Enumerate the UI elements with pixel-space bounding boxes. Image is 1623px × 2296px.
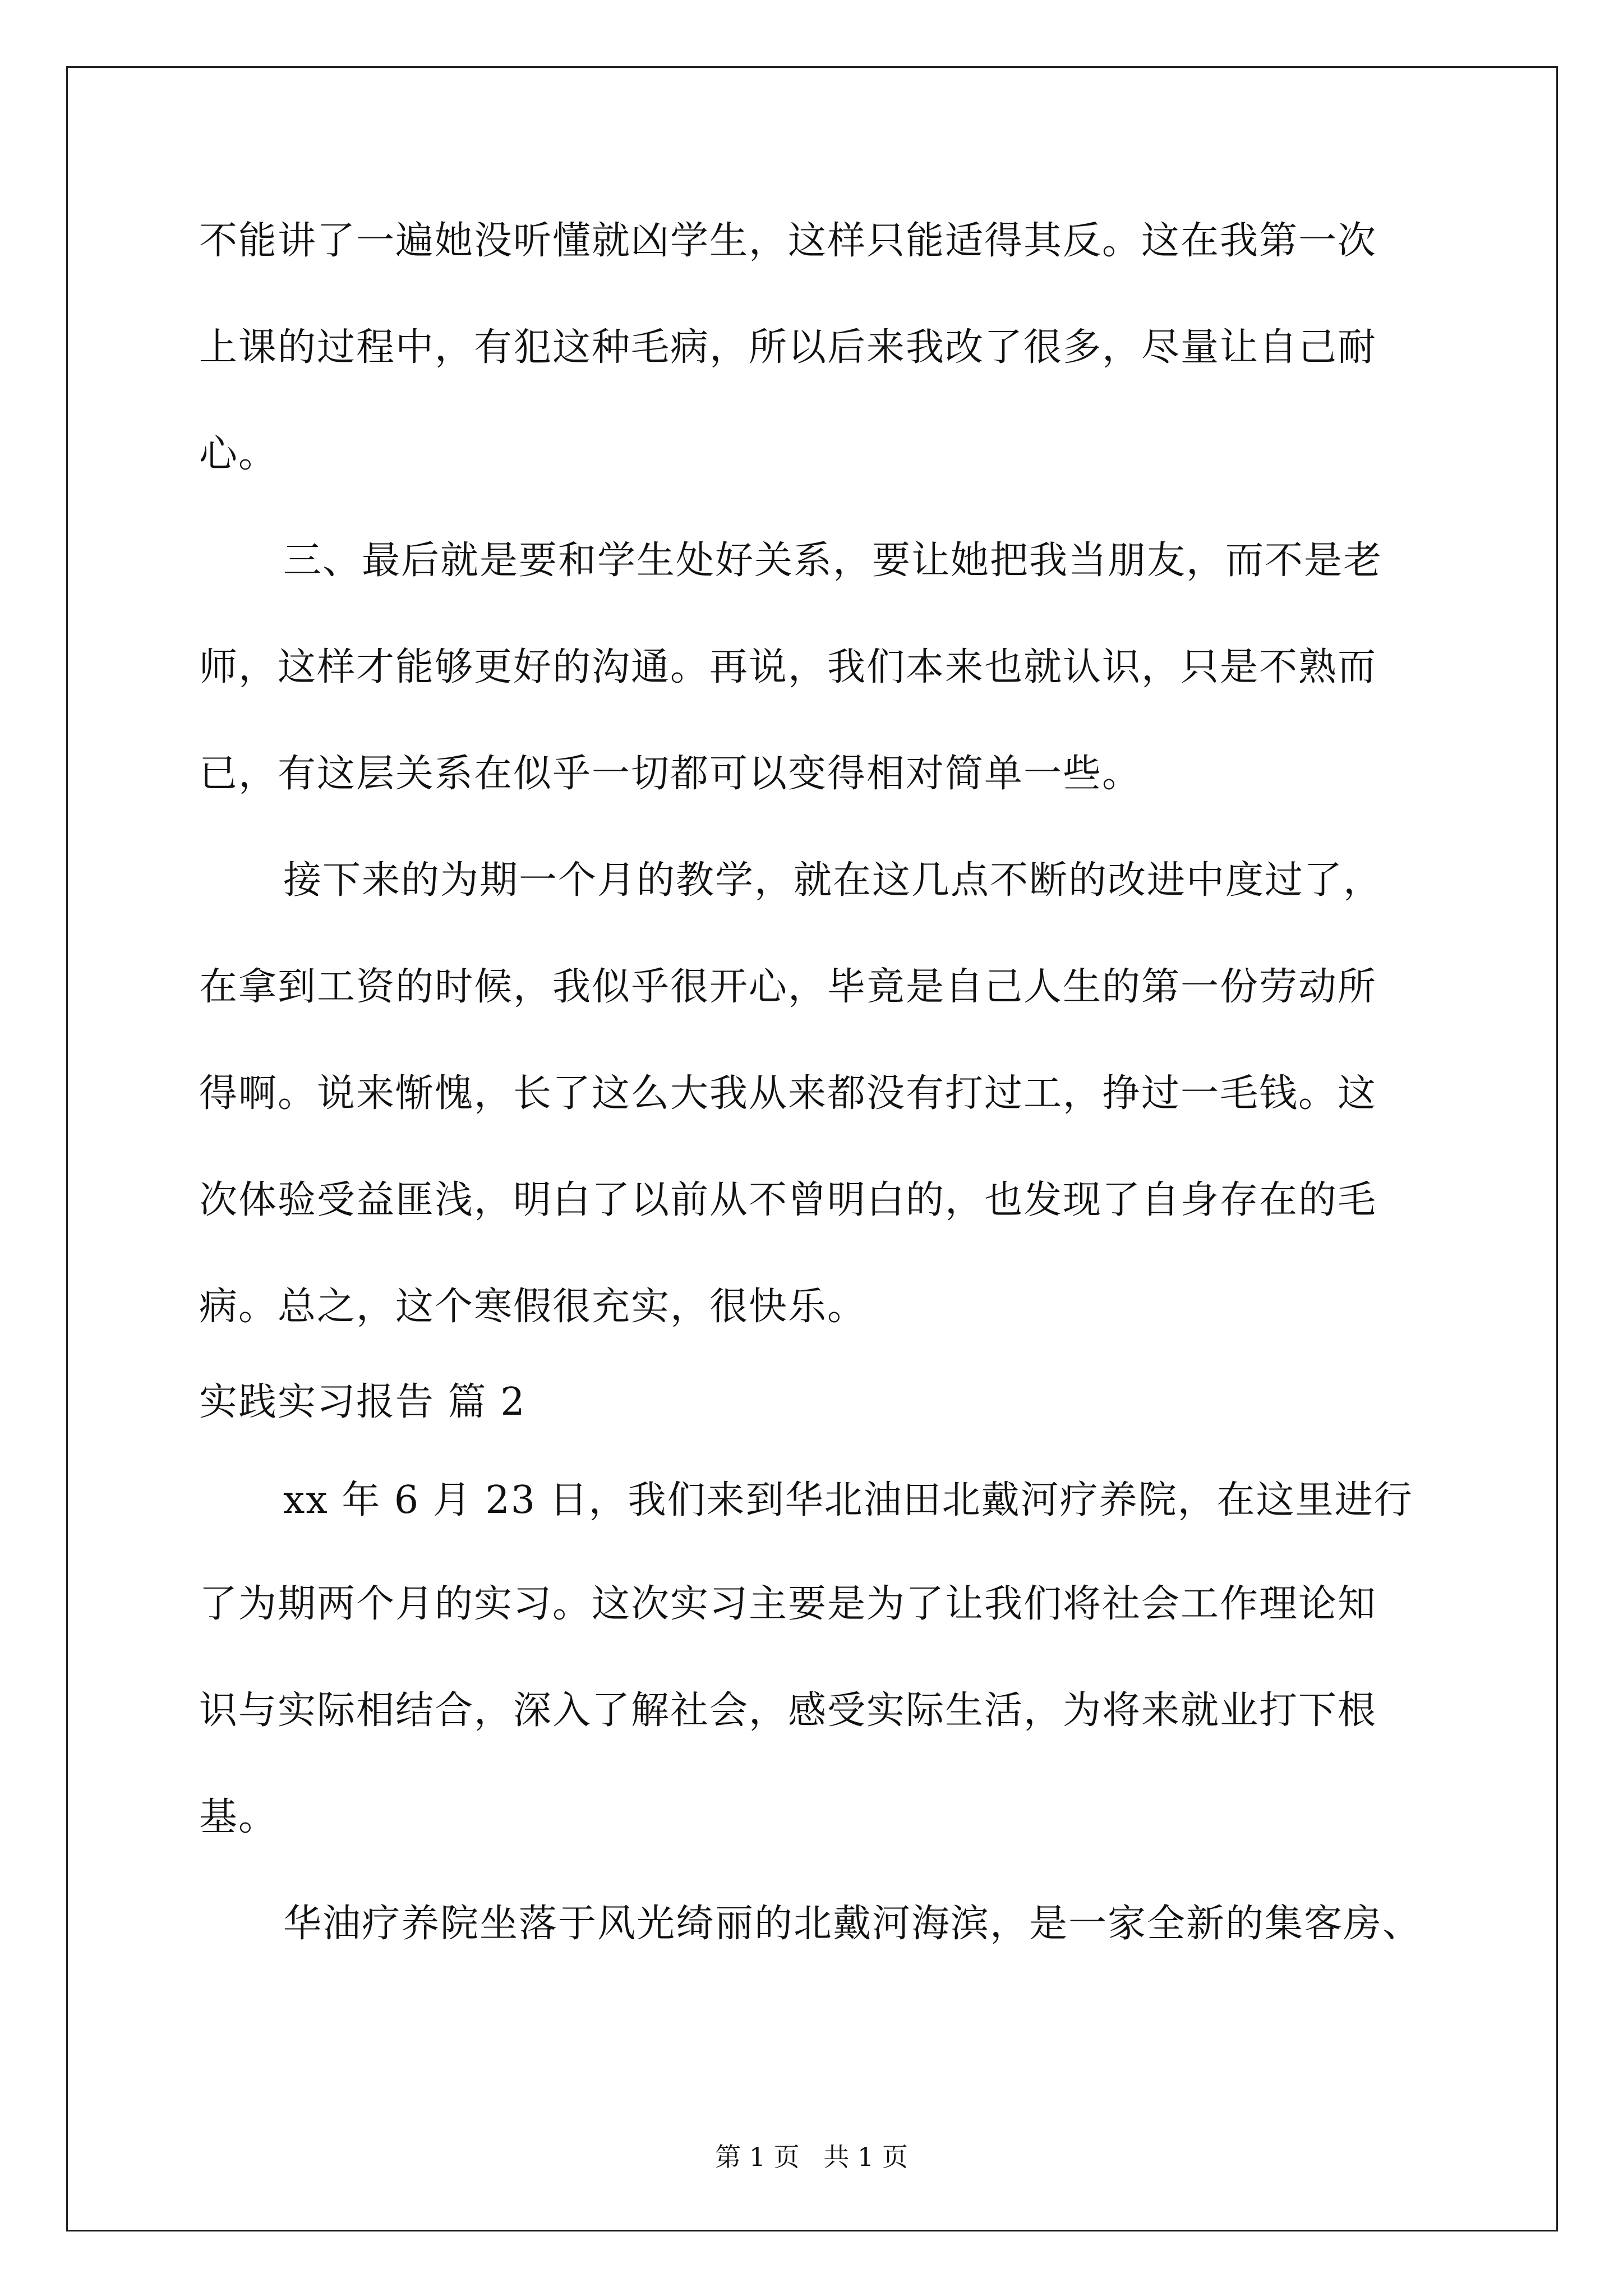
text-line: 病。总之，这个寒假很充实，很快乐。 <box>199 1285 867 1329</box>
text-line: xx 年 6 月 23 日，我们来到华北油田北戴河疗养院，在这里进行 <box>283 1478 1413 1522</box>
text-line: 心。 <box>199 432 278 476</box>
text-line: 接下来的为期一个月的教学，就在这几点不断的改进中度过了， <box>283 858 1383 903</box>
text-line: 次体验受益匪浅，明白了以前从不曾明白的，也发现了自身存在的毛 <box>199 1178 1377 1222</box>
section-heading: 实践实习报告 篇 2 <box>199 1380 526 1424</box>
text-line: 基。 <box>199 1795 278 1839</box>
text-line: 不能讲了一遍她没听懂就凶学生，这样只能适得其反。这在我第一次 <box>199 219 1377 263</box>
text-line: 识与实际相结合，深入了解社会，感受实际生活，为将来就业打下根 <box>199 1688 1377 1733</box>
page-number: 第 1 页 <box>715 2142 800 2172</box>
page-total: 共 1 页 <box>823 2142 908 2172</box>
text-line: 已，有这层关系在似乎一切都可以变得相对简单一些。 <box>199 752 1142 796</box>
text-line: 得啊。说来惭愧，长了这么大我从来都没有打过工，挣过一毛钱。这 <box>199 1071 1377 1116</box>
page-footer <box>0 2140 1623 2174</box>
text-line: 三、最后就是要和学生处好关系，要让她把我当朋友，而不是老 <box>283 539 1383 583</box>
text-line: 师，这样才能够更好的沟通。再说，我们本来也就认识，只是不熟而 <box>199 645 1377 689</box>
text-line: 在拿到工资的时候，我似乎很开心，毕竟是自己人生的第一份劳动所 <box>199 965 1377 1009</box>
text-line: 上课的过程中，有犯这种毛病，所以后来我改了很多，尽量让自己耐 <box>199 325 1377 370</box>
text-line: 华油疗养院坐落于风光绮丽的北戴河海滨，是一家全新的集客房、 <box>283 1902 1422 1946</box>
text-line: 了为期两个月的实习。这次实习主要是为了让我们将社会工作理论知 <box>199 1582 1377 1626</box>
